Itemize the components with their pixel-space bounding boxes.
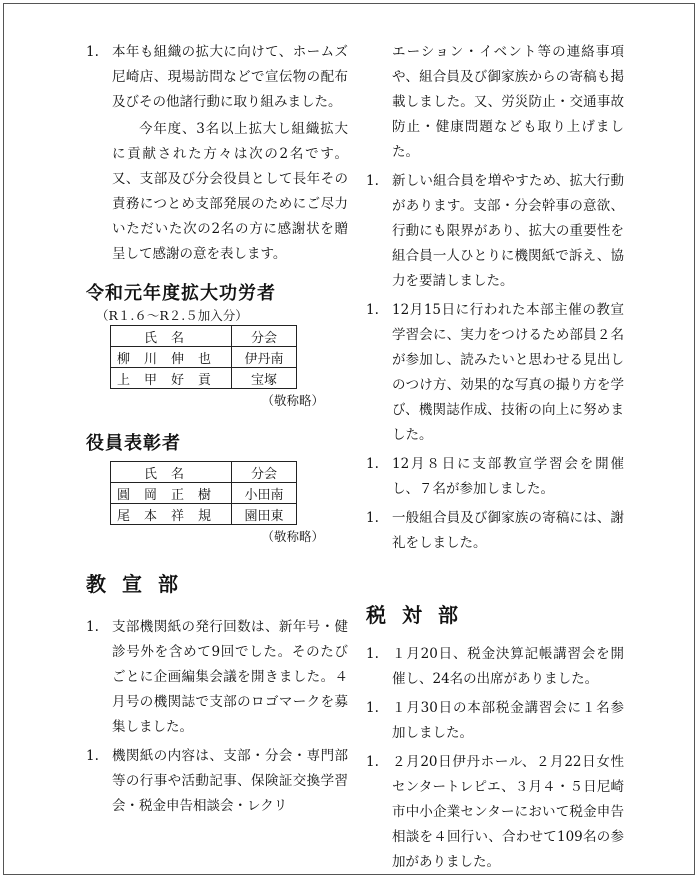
honorific-note: （敬称略） [261, 393, 324, 408]
item-number: 1. [366, 646, 379, 662]
list-item [86, 744, 348, 819]
item-text: １月30日の本部税金講習会に１名参加しました。 [392, 700, 624, 741]
item-text: 12月15日に行われた本部主催の教宣学習会に、実力をつけるため部員２名が参加し、読みたいと思わせる見出しのつけ方、効果的な写真の撮り方を学び、機関誌作成、技術の向上に努めました。 [392, 302, 624, 443]
item-text: 一般組合員及び御家族の寄稿には、謝礼をしました。 [392, 510, 624, 551]
item-text: 本年も組織の拡大に向けて、ホームズ尼崎店、現場訪問などで宣伝物の配布及びその他諸行動に取り組みました。 [112, 44, 348, 110]
item-text: 新しい組合員を増やすため、拡大行動があります。支部・分会幹事の意欲、行動にも限界があり、拡大の重要性を組合員一人ひとりに機関紙で訴え、協力を要請しました。 [392, 173, 624, 289]
cell-name: 柳川伸也 [111, 347, 232, 368]
list-item [366, 506, 624, 556]
list-item [366, 642, 624, 692]
item-text: 支部機関紙の発行回数は、新年号・健診号外を含めて9回でした。そのたびごとに企画編集会議を開きました。４月号の機関誌で支部のロゴマークを募集しました。 [112, 619, 348, 735]
item-text: エーション・イベント等の連絡事項や、組合員及び御家族からの寄稿も掲載しました。又、労災防止・交通事故防止・健康問題なども取り上げました。 [392, 44, 624, 160]
cell-name: 上甲好貢 [111, 368, 232, 389]
award-title: 令和元年度拡大功労者 [86, 283, 276, 304]
cell-name: 圓岡正樹 [111, 483, 232, 504]
item-number: 1. [86, 619, 99, 635]
honorific-note: （敬称略） [261, 529, 324, 544]
table-row [111, 368, 297, 389]
item-number: 1. [366, 173, 379, 189]
cell-branch: 伊丹南 [232, 347, 297, 368]
left-column [86, 40, 348, 819]
section-title: 教宣部 [86, 572, 194, 596]
item-number: 1. [366, 700, 379, 716]
right-column [366, 40, 624, 875]
table-row [111, 504, 297, 525]
list-item [366, 696, 624, 746]
cell-name: 尾本祥規 [111, 504, 232, 525]
table-row [111, 483, 297, 504]
list-item [86, 615, 348, 740]
cell-branch: 小田南 [232, 483, 297, 504]
section-zeitai [366, 600, 624, 875]
cell-branch: 宝塚 [232, 368, 297, 389]
header-name: 氏名 [111, 326, 232, 347]
list-item [366, 298, 624, 448]
header-name: 氏名 [111, 462, 232, 483]
section-title: 税対部 [366, 603, 474, 627]
item-text: 12月８日に支部教宣学習会を開催し、７名が参加しました。 [392, 456, 624, 497]
item-number: 1. [366, 754, 379, 770]
award-section-officers [86, 431, 348, 547]
item-text: ２月20日伊丹ホール、２月22日女性センタートレピエ、３月４・５日尼崎市中小企業センターにおいて税金申告相談を４回行い、合わせて109名の参加がありました。 [392, 754, 624, 870]
list-item [86, 40, 348, 115]
table-header-row [111, 326, 297, 347]
item-number: 1. [86, 44, 99, 60]
item-number: 1. [366, 302, 379, 318]
list-item [366, 169, 624, 294]
continued-text [366, 40, 624, 165]
item-number: 1. [86, 748, 99, 764]
table-header-row [111, 462, 297, 483]
award-title: 役員表彰者 [86, 433, 181, 454]
header-branch: 分会 [232, 326, 297, 347]
award-table [110, 325, 297, 389]
cell-branch: 園田東 [232, 504, 297, 525]
item-number: 1. [366, 456, 379, 472]
award-section-expansion [86, 281, 348, 411]
item-text: １月20日、税金決算記帳講習会を開催し、24名の出席がありました。 [392, 646, 624, 687]
list-item [366, 452, 624, 502]
award-table [110, 461, 297, 525]
award-period: （R１.６～R２.５加入分） [96, 308, 248, 323]
header-branch: 分会 [232, 462, 297, 483]
table-row [111, 347, 297, 368]
section-kyosen [86, 569, 348, 819]
item-number: 1. [366, 510, 379, 526]
item-text: 機関紙の内容は、支部・分会・専門部等の行事や活動記事、保険証交換学習会・税金申告相談会・レクリ [112, 748, 348, 814]
list-item [366, 750, 624, 875]
intro-paragraph: 今年度、3名以上拡大し組織拡大に貢献された方々は次の2名です。又、支部及び分会役員として長年その責務につとめ支部発展のためにご尽力いただいた次の2名の方に感謝状を贈呈して感謝の意を表します。 [112, 121, 348, 262]
